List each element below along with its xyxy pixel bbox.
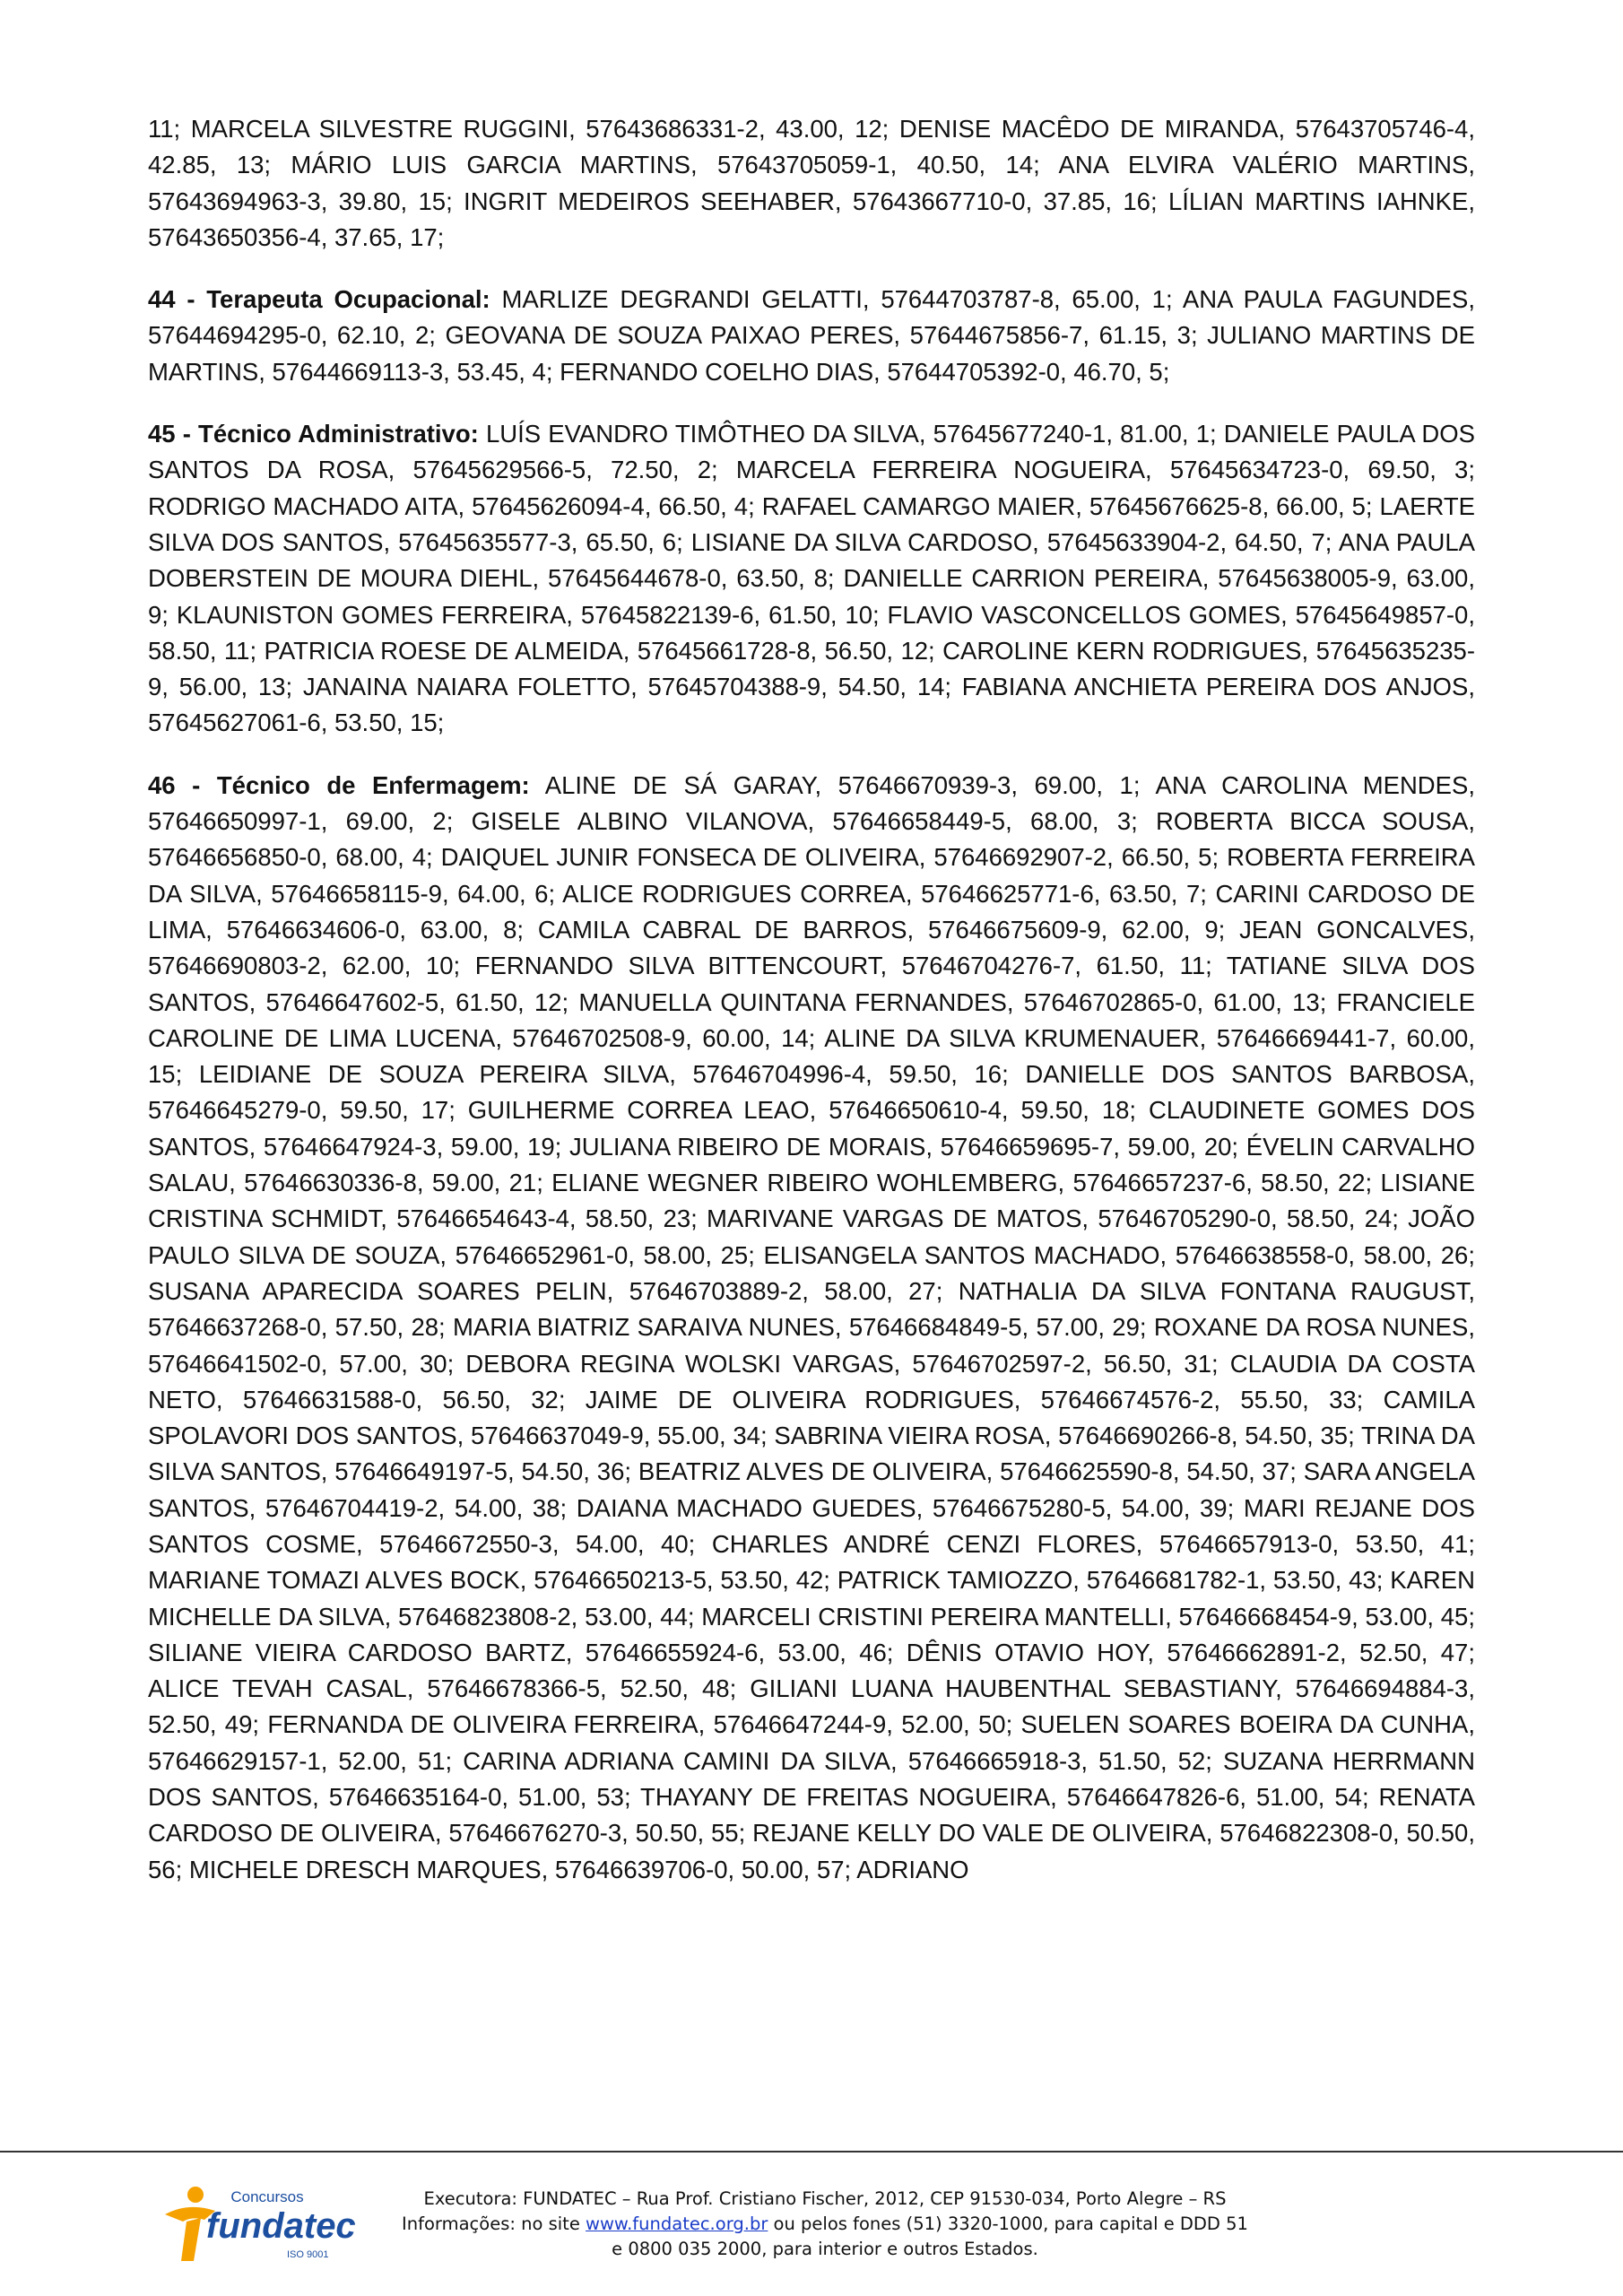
logo-figure-head xyxy=(187,2187,204,2203)
logo-figure-body xyxy=(181,2218,201,2261)
section-text: MARLIZE DEGRANDI GELATTI, 57644703787-8, 65.00, 1; ANA PAULA FAGUNDES, 57644694295-0, 62.10, 2; GEOVANA DE SOUZA PAIXAO PERES, 57644675856-7, 61.15, 3; JULIANO MARTINS DE MARTINS, 57644669113-3, 53.45, 4; FERNANDO COELHO DIAS, 57644705392-0, 46.70, 5; xyxy=(148,285,1475,386)
footer-line-informacoes xyxy=(350,2212,1300,2237)
intro-text: 11; MARCELA SILVESTRE RUGGINI, 57643686331-2, 43.00, 12; DENISE MACÊDO DE MIRANDA, 57643705746-4, 42.85, 13; MÁRIO LUIS GARCIA MARTINS, 57643705059-1, 40.50, 14; ANA ELVIRA VALÉRIO MARTINS, 57643694963-3, 39.80, 15; INGRIT MEDEIROS SEEHABER, 57643667710-0, 37.85, 16; LÍLIAN MARTINS IAHNKE, 57643650356-4, 37.65, 17; xyxy=(148,115,1475,251)
footer-line-phones: e 0800 035 2000, para interior e outros Estados. xyxy=(612,2239,1038,2259)
footer-divider xyxy=(0,2151,1623,2152)
footer-info-prefix: Informações: no site xyxy=(402,2213,586,2234)
logo-iso-text: ISO 9001 xyxy=(287,2249,329,2260)
document-body xyxy=(148,111,1475,1914)
section-heading: 46 - Técnico de Enfermagem: xyxy=(148,770,530,799)
footer-info-suffix: ou pelos fones (51) 3320-1000, para capital e DDD 51 xyxy=(768,2213,1248,2234)
footer-website-link[interactable]: www.fundatec.org.br xyxy=(586,2213,768,2234)
logo-concursos-text: Concursos xyxy=(230,2188,304,2205)
section-terapeuta-ocupacional xyxy=(148,282,1475,390)
footer-line-executora: Executora: FUNDATEC – Rua Prof. Cristiano Fischer, 2012, CEP 91530-034, Porto Alegre – RS xyxy=(423,2188,1227,2209)
fundatec-logo xyxy=(152,2175,359,2274)
section-tecnico-enfermagem xyxy=(148,768,1475,1888)
section-text: LUÍS EVANDRO TIMÔTHEO DA SILVA, 57645677240-1, 81.00, 1; DANIELE PAULA DOS SANTOS DA ROSA, 57645629566-5, 72.50, 2; MARCELA FERREIRA NOGUEIRA, 57645634723-0, 69.50, 3; RODRIGO MACHADO AITA, 57645626094-4, 66.50, 4; RAFAEL CAMARGO MAIER, 57645676625-8, 66.00, 5; LAERTE SILVA DOS SANTOS, 57645635577-3, 65.50, 6; LISIANE DA SILVA CARDOSO, 57645633904-2, 64.50, 7; ANA PAULA DOBERSTEIN DE MOURA DIEHL, 57645644678-0, 63.50, 8; DANIELLE CARRION PEREIRA, 57645638005-9, 63.00, 9; KLAUNISTON GOMES FERREIRA, 57645822139-6, 61.50, 10; FLAVIO VASCONCELLOS GOMES, 57645649857-0, 58.50, 11; PATRICIA ROESE DE ALMEIDA, 57645661728-8, 56.50, 12; CAROLINE KERN RODRIGUES, 57645635235-9, 56.00, 13; JANAINA NAIARA FOLETTO, 57645704388-9, 54.50, 14; FABIANA ANCHIETA PEREIRA DOS ANJOS, 57645627061-6, 53.50, 15; xyxy=(148,420,1476,737)
footer-contact xyxy=(350,2187,1300,2262)
section-heading: 45 - Técnico Administrativo: xyxy=(148,420,479,448)
section-text: ALINE DE SÁ GARAY, 57646670939-3, 69.00, 1; ANA CAROLINA MENDES, 57646650997-1, 69.00, 2; GISELE ALBINO VILANOVA, 57646658449-5, 68.00, 3; ROBERTA BICCA SOUSA, 57646656850-0, 68.00, 4; DAIQUEL JUNIR FONSECA DE OLIVEIRA, 57646692907-2, 66.50, 5; ROBERTA FERREIRA DA SILVA, 57646658115-9, 64.00, 6; ALICE RODRIGUES CORREA, 57646625771-6, 63.50, 7; CARINI CARDOSO DE LIMA, 57646634606-0, 63.00, 8; CAMILA CABRAL DE BARROS, 57646675609-9, 62.00, 9; JEAN GONCALVES, 57646690803-2, 62.00, 10; FERNANDO SILVA BITTENCOURT, 57646704276-7, 61.50, 11; TATIANE SILVA DOS SANTOS, 57646647602-5, 61.50, 12; MANUELLA QUINTANA FERNANDES, 57646702865-0, 61.00, 13; FRANCIELE CAROLINE DE LIMA LUCENA, 57646702508-9, 60.00, 14; ALINE DA SILVA KRUMENAUER, 57646669441-7, 60.00, 15; LEIDIANE DE SOUZA PEREIRA SILVA, 57646704996-4, 59.50, 16; DANIELLE DOS SANTOS BARBOSA, 57646645279-0, 59.50, 17; GUILHERME CORREA LEAO, 57646650610-4, 59.50, 18; CLAUDINETE GOMES DOS SANTOS, 57646647924-3, 59.00, 19; JULIANA RIBEIRO DE MORAIS, 57646659695-7, 59.00, 20; ÉVELIN CARVALHO SALAU, 57646630336-8, 59.00, 21; ELIANE WEGNER RIBEIRO WOHLEMBERG, 57646657237-6, 58.50, 22; LISIANE CRISTINA SCHMIDT, 57646654643-4, 58.50, 23; MARIVANE VARGAS DE MATOS, 57646705290-0, 58.50, 24; JOÃO PAULO SILVA DE SOUZA, 57646652961-0, 58.00, 25; ELISANGELA SANTOS MACHADO, 57646638558-0, 58.00, 26; SUSANA APARECIDA SOARES PELIN, 57646703889-2, 58.00, 27; NATHALIA DA SILVA FONTANA RAUGUST, 57646637268-0, 57.50, 28; MARIA BIATRIZ SARAIVA NUNES, 57646684849-5, 57.00, 29; ROXANE DA ROSA NUNES, 57646641502-0, 57.00, 30; DEBORA REGINA WOLSKI VARGAS, 57646702597-2, 56.50, 31; CLAUDIA DA COSTA NETO, 57646631588-0, 56.50, 32; JAIME DE OLIVEIRA RODRIGUES, 57646674576-2, 55.50, 33; CAMILA SPOLAVORI DOS SANTOS, 57646637049-9, 55.00, 34; SABRINA VIEIRA ROSA, 57646690266-8, 54.50, 35; TRINA DA SILVA SANTOS, 57646649197-5, 54.50, 36; BEATRIZ ALVES DE OLIVEIRA, 57646625590-8, 54.50, 37; SARA ANGELA SANTOS, 57646704419-2, 54.00, 38; DAIANA MACHADO GUEDES, 57646675280-5, 54.00, 39; MARI REJANE DOS SANTOS COSME, 57646672550-3, 54.00, 40; CHARLES ANDRÉ CENZI FLORES, 57646657913-0, 53.50, 41; MARIANE TOMAZI ALVES BOCK, 57646650213-5, 53.50, 42; PATRICK TAMIOZZO, 57646681782-1, 53.50, 43; KAREN MICHELLE DA SILVA, 57646823808-2, 53.00, 44; MARCELI CRISTINI PEREIRA MANTELLI, 57646668454-9, 53.00, 45; SILIANE VIEIRA CARDOSO BARTZ, 57646655924-6, 53.00, 46; DÊNIS OTAVIO HOY, 57646662891-2, 52.50, 47; ALICE TEVAH CASAL, 57646678366-5, 52.50, 48; GILIANI LUANA HAUBENTHAL SEBASTIANY, 57646694884-3, 52.50, 49; FERNANDA DE OLIVEIRA FERREIRA, 57646647244-9, 52.00, 50; SUELEN SOARES BOEIRA DA CUNHA, 57646629157-1, 52.00, 51; CARINA ADRIANA CAMINI DA SILVA, 57646665918-3, 51.50, 52; SUZANA HERRMANN DOS SANTOS, 57646635164-0, 51.00, 53; THAYANY DE FREITAS NOGUEIRA, 57646647826-6, 51.00, 54; RENATA CARDOSO DE OLIVEIRA, 57646676270-3, 50.50, 55; REJANE KELLY DO VALE DE OLIVEIRA, 57646822308-0, 50.50, 56; MICHELE DRESCH MARQUES, 57646639706-0, 50.00, 57; ADRIANO xyxy=(148,770,1475,1883)
logo-fundatec-text: fundatec xyxy=(206,2206,356,2246)
section-tecnico-administrativo xyxy=(148,416,1475,742)
intro-paragraph xyxy=(148,111,1475,256)
section-heading: 44 - Terapeuta Ocupacional: xyxy=(148,285,490,314)
